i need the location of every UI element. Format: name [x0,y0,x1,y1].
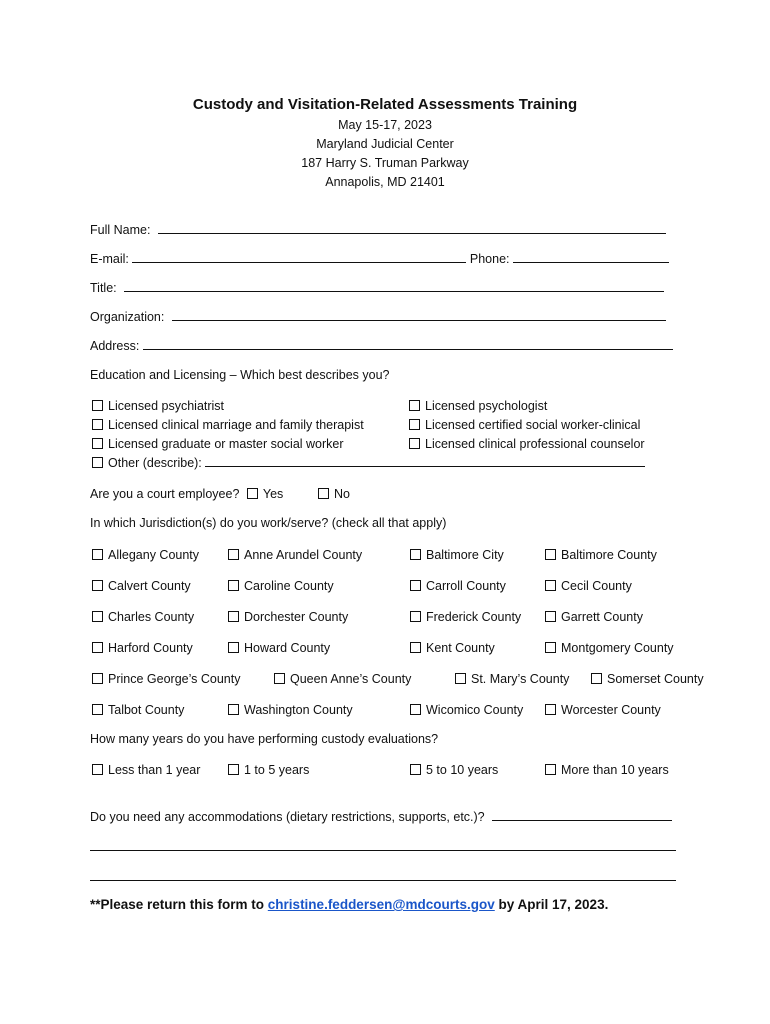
county-option [410,639,495,657]
county-label: Dorchester County [244,610,349,624]
checkbox[interactable] [410,704,421,715]
address-field[interactable] [143,337,673,350]
event-street: 187 Harry S. Truman Parkway [301,156,469,170]
county-option [591,670,704,688]
accommodations-row [90,808,672,826]
checkbox[interactable] [228,764,239,775]
accommodations-question: Do you need any accommodations (dietary restrictions, supports, etc.)? [90,810,485,824]
checkbox[interactable] [545,642,556,653]
county-label: Caroline County [244,579,334,593]
full-name-field[interactable] [158,221,666,234]
full-name-row [90,221,666,239]
court-employee-row [90,485,283,503]
county-label: Howard County [244,641,331,655]
title-row [90,279,664,297]
option-label: Licensed graduate or master social worker [108,437,344,451]
county-option [228,546,362,564]
checkbox[interactable] [545,704,556,715]
county-option [410,577,506,595]
county-label: Montgomery County [561,641,674,655]
no-label: No [334,487,350,501]
county-option [92,546,199,564]
county-option [455,670,569,688]
checkbox[interactable] [409,400,420,411]
checkbox[interactable] [409,438,420,449]
checkbox[interactable] [92,704,103,715]
checkbox[interactable] [545,549,556,560]
checkbox[interactable] [92,580,103,591]
county-option [545,546,657,564]
phone-label: Phone: [469,252,510,266]
years-question: How many years do you have performing custody evaluations? [90,732,439,746]
county-option [92,577,191,595]
education-option [409,397,547,415]
checkbox[interactable] [591,673,602,684]
checkbox[interactable] [228,611,239,622]
accommodations-field-2[interactable] [90,838,676,851]
checkbox[interactable] [228,549,239,560]
county-option [92,701,184,719]
checkbox[interactable] [92,642,103,653]
accommodations-line-2 [90,838,676,856]
return-suffix: by April 17, 2023. [494,897,609,912]
years-option [410,761,498,779]
accommodations-line-3 [90,868,676,886]
checkbox[interactable] [409,419,420,430]
county-option [228,608,348,626]
education-option [409,416,640,434]
county-option [410,546,504,564]
checkbox[interactable] [92,457,103,468]
county-label: Talbot County [108,703,185,717]
years-option [545,761,669,779]
checkbox[interactable] [545,611,556,622]
title-label: Title: [90,281,117,295]
county-label: St. Mary’s County [471,672,570,686]
county-label: Charles County [108,610,195,624]
return-instructions [90,896,608,914]
checkbox[interactable] [92,400,103,411]
court-employee-question: Are you a court employee? [90,487,240,501]
checkbox[interactable] [92,764,103,775]
county-label: Baltimore City [426,548,504,562]
yes-label: Yes [262,487,284,501]
county-option [92,608,194,626]
education-option [409,435,645,453]
checkbox[interactable] [228,642,239,653]
event-venue: Maryland Judicial Center [316,137,454,151]
option-label: Licensed psychiatrist [108,399,225,413]
county-label: Cecil County [561,579,632,593]
county-label: Calvert County [108,579,191,593]
checkbox[interactable] [92,611,103,622]
organization-field[interactable] [172,308,666,321]
county-label: Prince George’s County [108,672,241,686]
county-option [545,701,661,719]
county-option [92,670,240,688]
option-label: Other (describe): [108,456,202,470]
checkbox[interactable] [410,611,421,622]
address-row [90,337,673,355]
county-label: Anne Arundel County [244,548,363,562]
option-label: Licensed clinical marriage and family therapist [108,418,364,432]
option-label: Licensed psychologist [425,399,548,413]
checkbox[interactable] [92,549,103,560]
county-label: Queen Anne’s County [290,672,412,686]
checkbox[interactable] [228,580,239,591]
email-label: E-mail: [90,252,129,266]
checkbox-yes[interactable] [247,488,258,499]
court-employee-no [318,485,350,503]
county-option [92,639,193,657]
checkbox[interactable] [545,764,556,775]
education-option [92,435,344,453]
option-label: Licensed certified social worker-clinical [425,418,641,432]
county-option [545,577,632,595]
organization-row [90,308,666,326]
county-label: Somerset County [607,672,704,686]
county-label: Worcester County [561,703,661,717]
checkbox[interactable] [92,673,103,684]
county-label: Wicomico County [426,703,524,717]
accommodations-field-3[interactable] [90,868,676,881]
option-label: Licensed clinical professional counselor [425,437,645,451]
county-label: Carroll County [426,579,506,593]
county-label: Kent County [426,641,495,655]
return-prefix: **Please return this form to [90,897,268,912]
checkbox[interactable] [410,764,421,775]
county-label: Washington County [244,703,353,717]
years-label: Less than 1 year [108,763,201,777]
checkbox[interactable] [410,642,421,653]
county-option [228,639,330,657]
education-option [92,416,364,434]
county-label: Baltimore County [561,548,657,562]
county-option [410,701,523,719]
county-label: Garrett County [561,610,643,624]
county-option [228,577,334,595]
county-label: Frederick County [426,610,522,624]
return-email-link[interactable]: christine.feddersen@mdcourts.gov [267,897,495,912]
years-label: 1 to 5 years [244,763,310,777]
accommodations-field[interactable] [492,808,672,821]
checkbox[interactable] [274,673,285,684]
organization-label: Organization: [90,310,165,324]
checkbox[interactable] [410,549,421,560]
county-option [545,608,643,626]
county-option [228,701,353,719]
checkbox[interactable] [410,580,421,591]
checkbox[interactable] [228,704,239,715]
county-option [274,670,411,688]
event-city: Annapolis, MD 21401 [325,175,445,189]
county-option [410,608,521,626]
years-option [228,761,309,779]
email-field[interactable] [132,250,466,263]
education-option [92,397,224,415]
county-label: Harford County [108,641,193,655]
education-question: Education and Licensing – Which best describes you? [90,368,390,382]
checkbox-no[interactable] [318,488,329,499]
email-phone-row [90,250,669,268]
address-label: Address: [90,339,140,353]
other-describe-field[interactable] [205,454,645,467]
jurisdiction-question: In which Jurisdiction(s) do you work/serve? (check all that apply) [90,516,447,530]
county-label: Allegany County [108,548,200,562]
education-option-other [92,454,645,472]
title-field[interactable] [124,279,664,292]
form-title: Custody and Visitation-Related Assessments Training [192,96,578,113]
checkbox[interactable] [92,419,103,430]
county-option [545,639,674,657]
event-date: May 15-17, 2023 [338,118,432,132]
checkbox[interactable] [545,580,556,591]
checkbox[interactable] [455,673,466,684]
years-label: 5 to 10 years [426,763,499,777]
years-label: More than 10 years [561,763,669,777]
checkbox[interactable] [92,438,103,449]
phone-field[interactable] [513,250,669,263]
years-option [92,761,200,779]
full-name-label: Full Name: [90,223,151,237]
